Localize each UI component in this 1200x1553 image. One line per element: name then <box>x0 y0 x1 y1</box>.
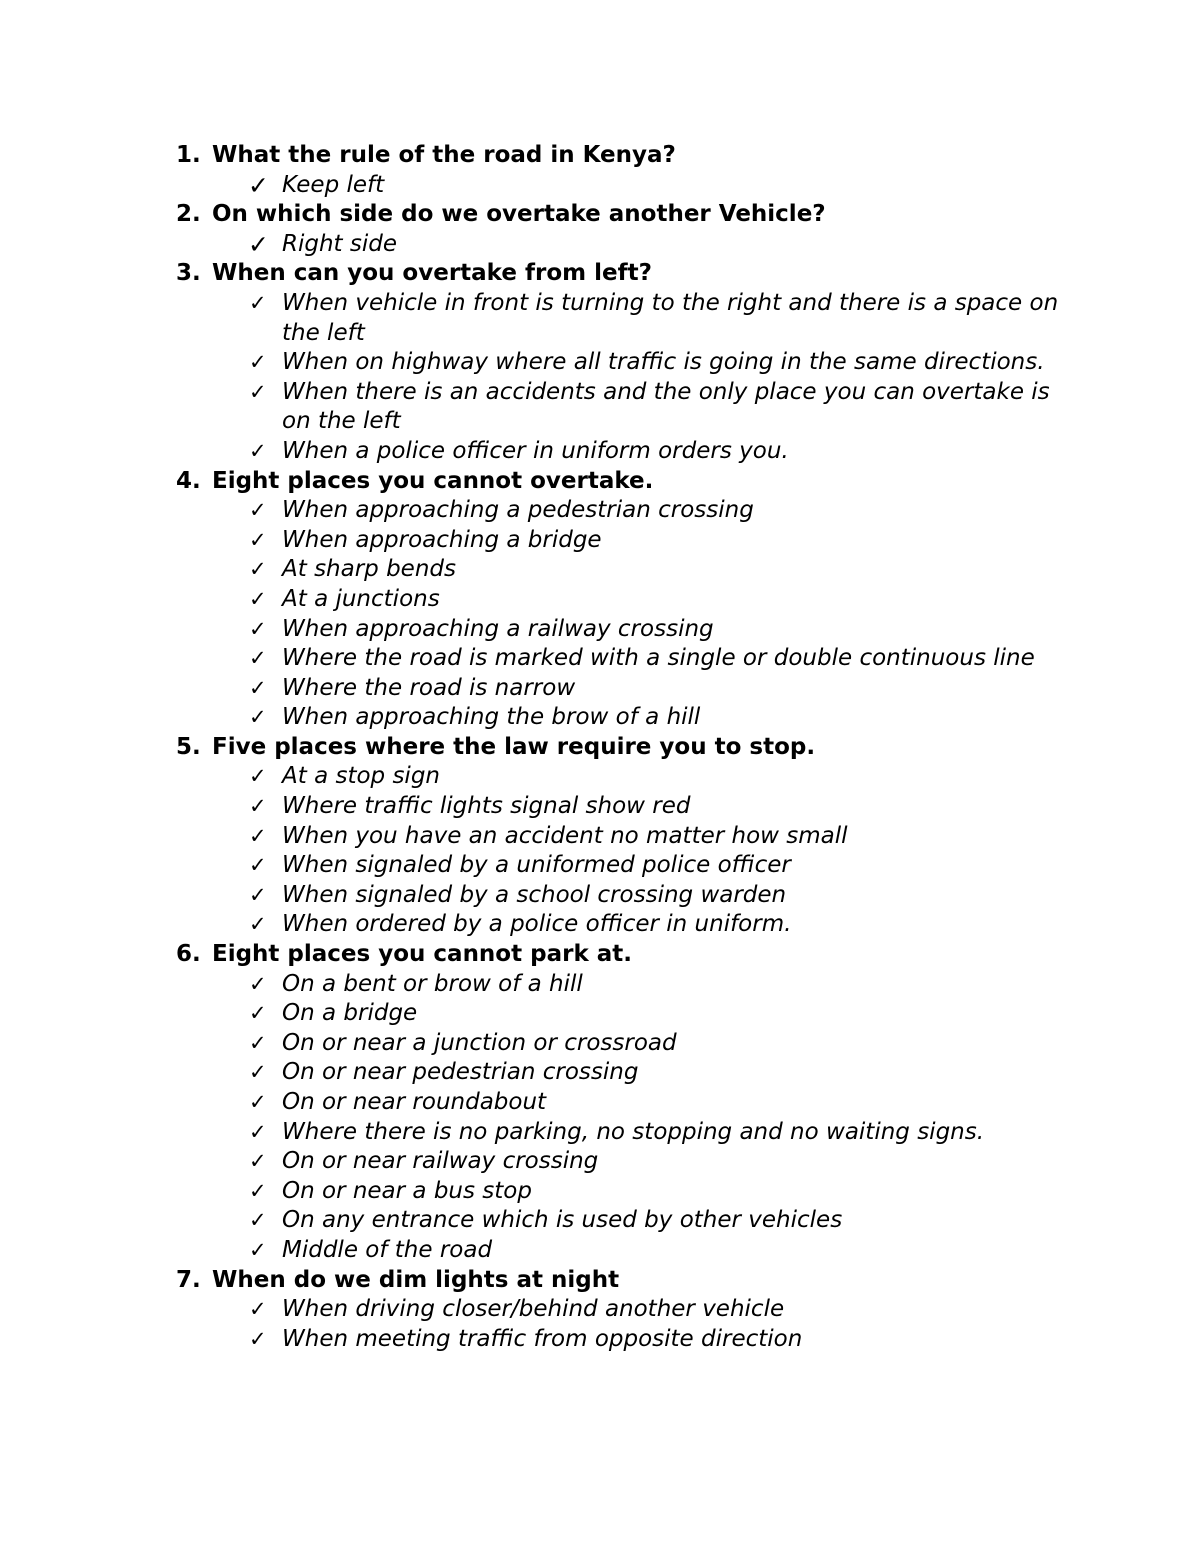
checkmark-icon: ✓ <box>249 1060 267 1085</box>
answer-item <box>0 881 1200 911</box>
answer-item <box>0 171 1200 201</box>
checkmark-icon: ✓ <box>249 586 267 611</box>
checkmark-icon: ✓ <box>248 170 269 200</box>
answer-text: Keep left <box>282 171 385 198</box>
answer-item <box>0 437 1200 467</box>
answer-item <box>0 1206 1200 1236</box>
checkmark-icon: ✓ <box>249 823 267 848</box>
checkmark-icon: ✓ <box>249 527 267 552</box>
answer-item <box>0 1325 1200 1355</box>
question-1 <box>0 141 1200 171</box>
answer-item <box>0 703 1200 733</box>
question-number: 6. <box>176 941 201 968</box>
checkmark-icon: ✓ <box>249 912 267 937</box>
answer-item <box>0 615 1200 645</box>
answer-item <box>0 289 1200 348</box>
question-2 <box>0 200 1200 230</box>
answer-item <box>0 1029 1200 1059</box>
answer-text: When meeting traffic from opposite direction <box>282 1325 803 1352</box>
document-body <box>0 141 1200 1354</box>
answer-item <box>0 348 1200 378</box>
answer-text: When a police officer in uniform orders you. <box>282 437 789 464</box>
answer-text: When signaled by a school crossing warden <box>282 881 787 908</box>
question-number: 7. <box>176 1266 201 1293</box>
question-number: 5. <box>176 733 201 760</box>
answer-item <box>0 970 1200 1000</box>
answer-text: When ordered by a police officer in uniform. <box>282 911 792 938</box>
answer-item <box>0 792 1200 822</box>
answer-text: At a stop sign <box>282 763 441 790</box>
question-text: Eight places you cannot overtake. <box>212 467 654 494</box>
checkmark-icon: ✓ <box>249 350 267 375</box>
question-3 <box>0 259 1200 289</box>
answer-item <box>0 644 1200 674</box>
question-5 <box>0 733 1200 763</box>
answer-text: Middle of the road <box>282 1236 493 1263</box>
answer-text: When vehicle in front is turning to the right and there is a space on the left <box>282 289 1059 346</box>
answer-item <box>0 1118 1200 1148</box>
checkmark-icon: ✓ <box>249 1297 267 1322</box>
question-text: Five places where the law require you to stop. <box>212 733 816 760</box>
answer-text: When you have an accident no matter how small <box>282 822 848 849</box>
checkmark-icon: ✓ <box>249 1149 267 1174</box>
answer-item <box>0 555 1200 585</box>
answer-item <box>0 762 1200 792</box>
answer-text: When on highway where all traffic is going in the same directions. <box>282 349 1045 376</box>
answer-text: On or near pedestrian crossing <box>282 1059 639 1086</box>
answer-text: On any entrance which is used by other vehicles <box>282 1207 843 1234</box>
question-text: When do we dim lights at night <box>212 1266 620 1293</box>
answer-text: When approaching the brow of a hill <box>282 704 701 731</box>
answer-text: When approaching a pedestrian crossing <box>282 497 754 524</box>
checkmark-icon: ✓ <box>249 705 267 730</box>
checkmark-icon: ✓ <box>249 616 267 641</box>
answer-item <box>0 1177 1200 1207</box>
answer-text: Where traffic lights signal show red <box>282 793 691 820</box>
question-4 <box>0 467 1200 497</box>
answer-item <box>0 378 1200 437</box>
answer-text: Where there is no parking, no stopping and no waiting signs. <box>282 1118 985 1145</box>
checkmark-icon: ✓ <box>249 557 267 582</box>
checkmark-icon: ✓ <box>249 646 267 671</box>
answer-item <box>0 585 1200 615</box>
answer-text: On a bent or brow of a hill <box>282 970 583 997</box>
checkmark-icon: ✓ <box>249 1237 267 1262</box>
answer-item <box>0 910 1200 940</box>
answer-text: Right side <box>282 230 397 257</box>
answer-text: On or near roundabout <box>282 1089 547 1115</box>
checkmark-icon: ✓ <box>249 438 267 463</box>
answer-item <box>0 822 1200 852</box>
question-number: 3. <box>176 260 201 287</box>
answer-item <box>0 1236 1200 1266</box>
checkmark-icon: ✓ <box>249 379 267 404</box>
question-text: When can you overtake from left? <box>212 260 652 287</box>
answer-text: When driving closer/behind another vehicle <box>282 1296 785 1323</box>
answer-item <box>0 674 1200 704</box>
checkmark-icon: ✓ <box>249 971 267 996</box>
checkmark-icon: ✓ <box>249 1178 267 1203</box>
checkmark-icon: ✓ <box>249 764 267 789</box>
answer-item <box>0 496 1200 526</box>
answer-item <box>0 1058 1200 1088</box>
answer-text: On a bridge <box>282 1000 418 1027</box>
checkmark-icon: ✓ <box>249 1326 267 1351</box>
answer-text: When approaching a railway crossing <box>282 615 714 642</box>
question-7 <box>0 1266 1200 1296</box>
answer-text: On or near a bus stop <box>282 1177 532 1204</box>
checkmark-icon: ✓ <box>249 675 267 700</box>
answer-text: Where the road is narrow <box>282 674 576 701</box>
question-text: What the rule of the road in Kenya? <box>212 142 676 168</box>
answer-item <box>0 526 1200 556</box>
answer-text: On or near a junction or crossroad <box>282 1029 677 1056</box>
checkmark-icon: ✓ <box>249 290 267 315</box>
answer-text: When approaching a bridge <box>282 526 602 553</box>
checkmark-icon: ✓ <box>249 1030 267 1055</box>
answer-text: On or near railway crossing <box>282 1148 599 1175</box>
question-number: 1. <box>176 142 201 168</box>
checkmark-icon: ✓ <box>249 794 267 819</box>
answer-item <box>0 999 1200 1029</box>
answer-item <box>0 1088 1200 1118</box>
answer-item <box>0 1295 1200 1325</box>
checkmark-icon: ✓ <box>249 1001 267 1026</box>
question-6 <box>0 940 1200 970</box>
checkmark-icon: ✓ <box>248 229 269 259</box>
answer-item <box>0 230 1200 260</box>
checkmark-icon: ✓ <box>249 1119 267 1144</box>
answer-text: At a junctions <box>282 585 440 612</box>
checkmark-icon: ✓ <box>249 853 267 878</box>
question-number: 2. <box>176 201 201 228</box>
checkmark-icon: ✓ <box>249 882 267 907</box>
answer-item <box>0 1147 1200 1177</box>
answer-text: When there is an accidents and the only place you can overtake is on the left <box>282 378 1050 435</box>
question-text: Eight places you cannot park at. <box>212 941 632 968</box>
question-text: On which side do we overtake another Vehicle? <box>212 201 826 228</box>
answer-text: When signaled by a uniformed police officer <box>282 852 791 879</box>
answer-text: At sharp bends <box>282 556 456 583</box>
checkmark-icon: ✓ <box>249 1090 267 1114</box>
checkmark-icon: ✓ <box>249 1208 267 1233</box>
answer-text: Where the road is marked with a single or double continuous line <box>282 645 1035 672</box>
checkmark-icon: ✓ <box>249 498 267 523</box>
answer-item <box>0 851 1200 881</box>
question-number: 4. <box>176 467 201 494</box>
